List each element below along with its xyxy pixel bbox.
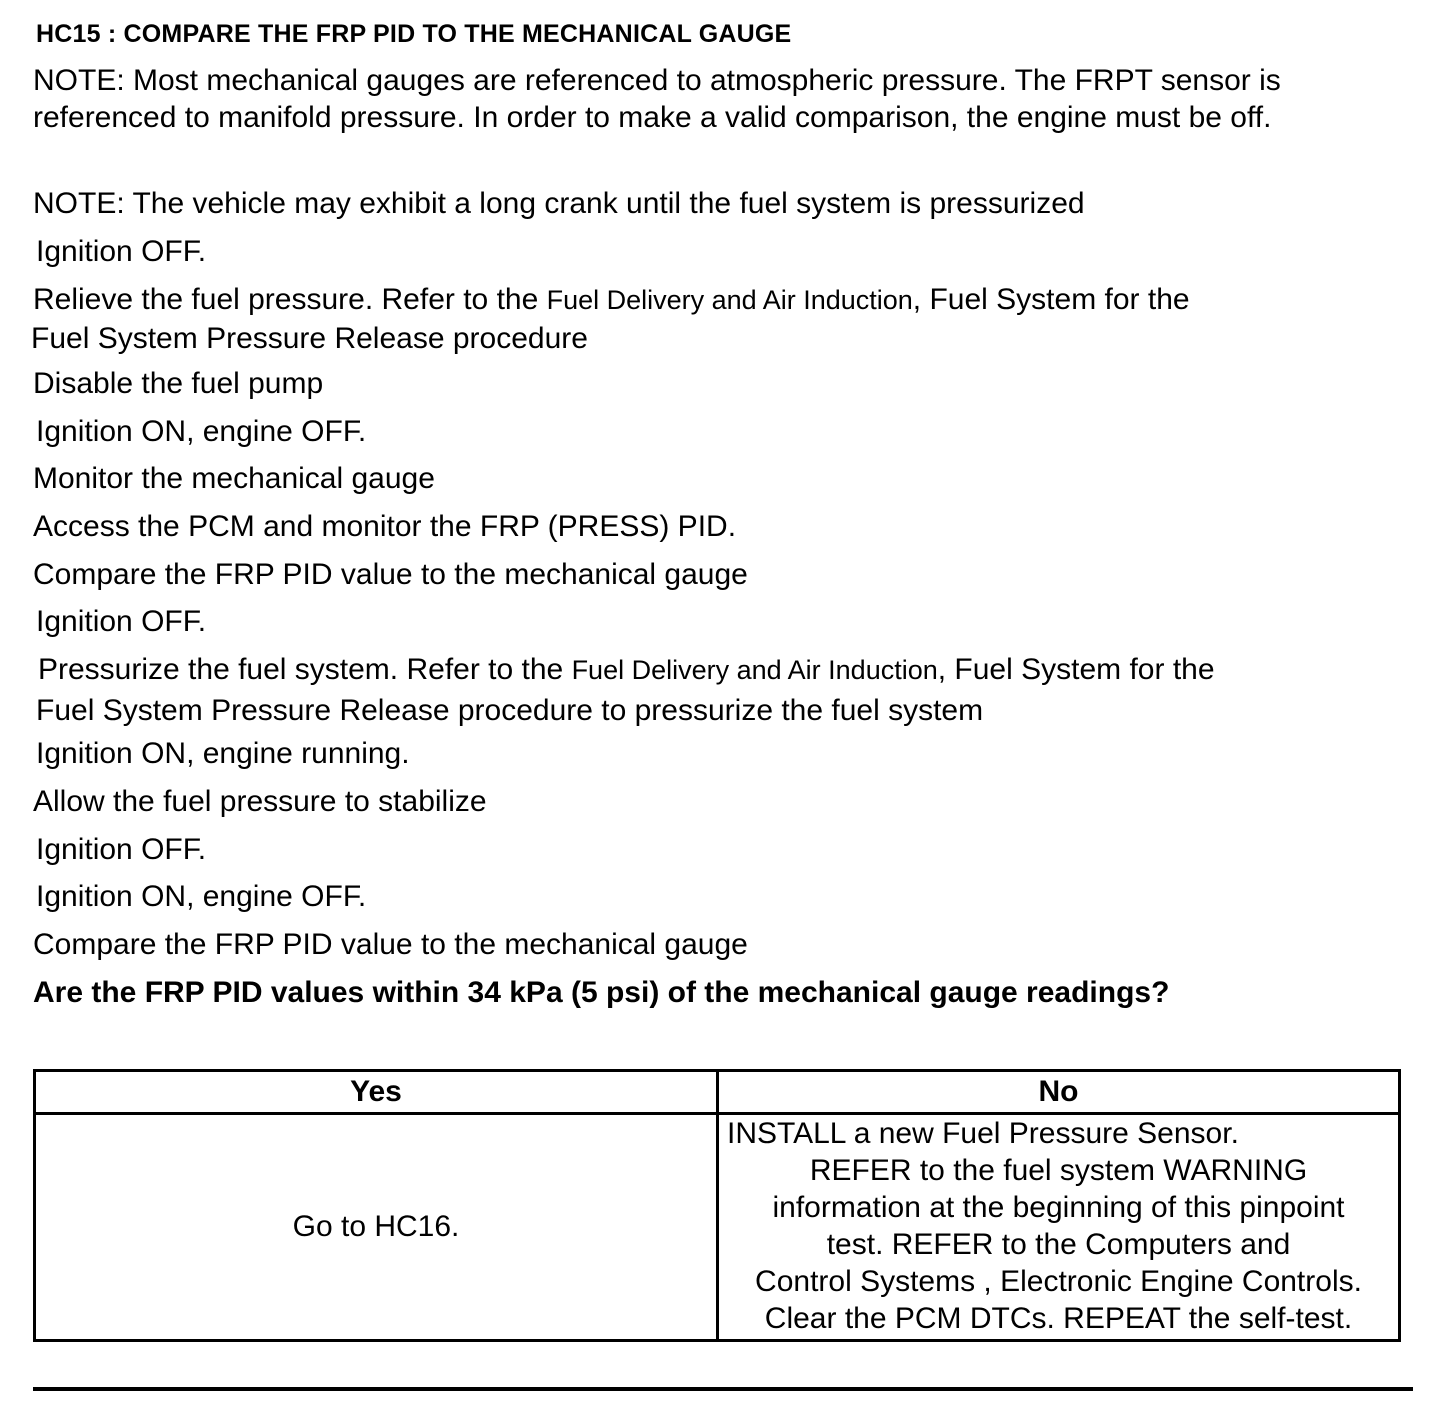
step-ignition-on-engine-off-2: Ignition ON, engine OFF. bbox=[36, 880, 367, 913]
header-yes: Yes bbox=[35, 1071, 718, 1114]
step-relieve-pressure-cont bbox=[31, 320, 588, 357]
step-text: Pressure Release procedure bbox=[206, 322, 588, 355]
note-long-crank: NOTE: The vehicle may exhibit a long crank until the fuel system is pressurized bbox=[33, 187, 1085, 220]
step-pressurize bbox=[38, 651, 1215, 689]
step-ignition-off-2: Ignition OFF. bbox=[36, 605, 207, 638]
table-header-row bbox=[35, 1071, 1400, 1114]
no-action-line: REFER to the fuel system WARNING bbox=[809, 1154, 1308, 1187]
reference-link: Fuel Delivery and Air Induction bbox=[546, 285, 913, 315]
step-relieve-pressure bbox=[33, 281, 1190, 319]
step-text: Fuel System bbox=[31, 322, 207, 355]
decision-table bbox=[33, 1069, 1401, 1342]
decision-question: Are the FRP PID values within 34 kPa (5 psi) of the mechanical gauge readings? bbox=[33, 976, 1170, 1009]
no-action-line: test. REFER to the Computers and bbox=[826, 1228, 1291, 1261]
step-ignition-on-engine-off-1: Ignition ON, engine OFF. bbox=[36, 415, 367, 448]
step-text: Pressure Release procedure to pressurize the fuel system bbox=[211, 694, 984, 727]
step-compare-1: Compare the FRP PID value to the mechanical gauge bbox=[33, 558, 748, 591]
table-row bbox=[35, 1114, 1400, 1341]
step-ignition-off-1: Ignition OFF. bbox=[36, 235, 207, 268]
no-action-line: information at the beginning of this pinpoint bbox=[772, 1191, 1345, 1224]
step-text: , Fuel System for the bbox=[937, 653, 1215, 686]
header-no: No bbox=[718, 1071, 1400, 1114]
step-disable-pump: Disable the fuel pump bbox=[33, 367, 324, 400]
step-text: Relieve the fuel pressure. Refer to the bbox=[33, 283, 547, 316]
step-text: Fuel System bbox=[36, 694, 212, 727]
step-stabilize: Allow the fuel pressure to stabilize bbox=[33, 785, 487, 818]
step-pressurize-cont bbox=[36, 692, 983, 729]
page-title: HC15 : COMPARE THE FRP PID TO THE MECHANICAL GAUGE bbox=[36, 20, 792, 48]
step-text: Pressurize the fuel system. Refer to the bbox=[38, 653, 572, 686]
no-action-line: Control Systems , Electronic Engine Controls. bbox=[755, 1265, 1362, 1298]
step-compare-2: Compare the FRP PID value to the mechanical gauge bbox=[33, 928, 748, 961]
bottom-divider bbox=[33, 1387, 1413, 1391]
note-atmospheric: NOTE: Most mechanical gauges are referenced to atmospheric pressure. The FRPT sensor is referenced to manifold pressure. In order to make a valid comparison, the engine must be off. bbox=[33, 64, 1281, 134]
yes-action: Go to HC16. bbox=[35, 1114, 718, 1341]
step-access-pcm: Access the PCM and monitor the FRP (PRESS) PID. bbox=[33, 510, 737, 543]
step-text: , Fuel System for the bbox=[912, 283, 1190, 316]
no-action-line: INSTALL a new Fuel Pressure Sensor. bbox=[727, 1117, 1239, 1150]
no-action bbox=[718, 1114, 1400, 1341]
reference-link: Fuel Delivery and Air Induction bbox=[571, 655, 938, 685]
step-ignition-on-running: Ignition ON, engine running. bbox=[36, 737, 410, 770]
step-monitor-gauge: Monitor the mechanical gauge bbox=[33, 462, 435, 495]
no-action-line: Clear the PCM DTCs. REPEAT the self-test. bbox=[764, 1302, 1353, 1335]
step-ignition-off-3: Ignition OFF. bbox=[36, 833, 207, 866]
